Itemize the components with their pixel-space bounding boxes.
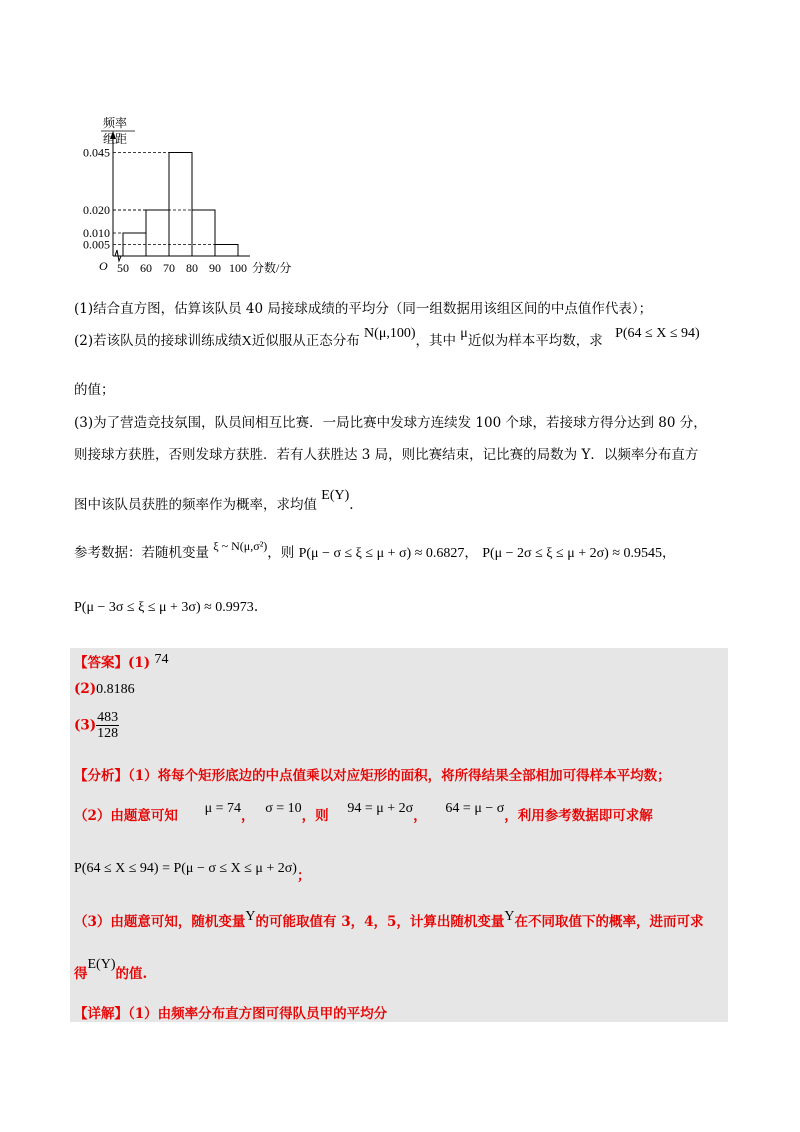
- analysis-line5: 得E(Y)的值.: [74, 957, 148, 982]
- reference-data: 参考数据：若随机变量 ξ ~ N(μ,σ²)，则 P(μ − σ ≤ ξ ≤ μ + σ) ≈ 0.6827， P(μ − 2σ ≤ ξ ≤ μ + 2σ) ≈ 0.9545，: [74, 539, 676, 561]
- question-1: (1)结合直方图，估算该队员 40 局接球成绩的平均分（同一组数据用该组区间的中点值作代表）；: [74, 301, 653, 317]
- analysis-line1: 【分析】（1）将每个矩形底边的中点值乘以对应矩形的面积，将所得结果全部相加可得样本平均数；: [74, 768, 671, 784]
- y-tick-label: 0.045: [83, 145, 110, 160]
- question-3-line1: (3)为了营造竞技氛围，队员间相互比赛．一局比赛中发球方连续发 100 个球，若接球方得分达到 80 分，: [74, 415, 707, 431]
- reference-data-line2: P(μ − 3σ ≤ ξ ≤ μ + 3σ) ≈ 0.9973.: [74, 599, 259, 615]
- x-tick-label: 70: [163, 261, 175, 275]
- histogram-bar: [146, 210, 169, 256]
- answer-3-fraction: $\frac{483}{128}$: [97, 710, 119, 741]
- answer-panel: [70, 648, 728, 1022]
- question-2: (2)若该队员的接球训练成绩X近似服从正态分布 N(μ,100)，其中 μ近似为样本平均数，求 P(64 ≤ X ≤ 94): [74, 326, 700, 349]
- detail-line1: 【详解】（1）由频率分布直方图可得队员甲的平均分: [74, 1006, 388, 1022]
- histogram-bar: [192, 210, 215, 256]
- answer-3: (3) $\frac{483}{128}$: [74, 710, 119, 741]
- y-tick-label: 0.005: [83, 237, 110, 252]
- origin-label: O: [99, 259, 108, 273]
- analysis-line2: （2）由题意可知 μ = 74， σ = 10，则 94 = μ + 2σ， 64 = μ − σ，利用参考数据即可求解: [74, 801, 653, 824]
- ylabel-denominator: 组距: [103, 132, 128, 146]
- x-axis-label: 分数/分: [252, 261, 292, 275]
- question-2-end: 的值；: [74, 382, 115, 398]
- x-tick-label: 100: [229, 261, 247, 275]
- question-3-line2: 则接球方获胜，否则发球方获胜．若有人获胜达 3 局，则比赛结束，记比赛的局数为 Y．以频率分布直方: [74, 447, 699, 463]
- frequency-histogram: [60, 96, 320, 286]
- x-tick-label: 60: [140, 261, 152, 275]
- answer-1: 【答案】(1) 74: [74, 652, 169, 671]
- histogram-bar: [215, 245, 238, 257]
- y-tick-label: 0.020: [83, 203, 110, 217]
- histogram-bar: [169, 153, 192, 257]
- x-tick-label: 90: [209, 261, 221, 275]
- analysis-line4: （3）由题意可知，随机变量Y的可能取值有 3，4，5，计算出随机变量Y在不同取值下的概率，进而可求: [74, 909, 704, 930]
- question-3-line3: 图中该队员获胜的频率作为概率，求均值 E(Y).: [74, 488, 354, 513]
- ylabel-numerator: 频率: [103, 116, 128, 130]
- analysis-line3: P(64 ≤ X ≤ 94) = P(μ − σ ≤ X ≤ μ + 2σ)；: [74, 861, 311, 884]
- x-tick-label: 50: [117, 261, 129, 275]
- answer-2: (2)0.8186: [74, 681, 135, 697]
- y-tick-label: 0.010: [83, 226, 110, 240]
- x-tick-label: 80: [186, 261, 198, 275]
